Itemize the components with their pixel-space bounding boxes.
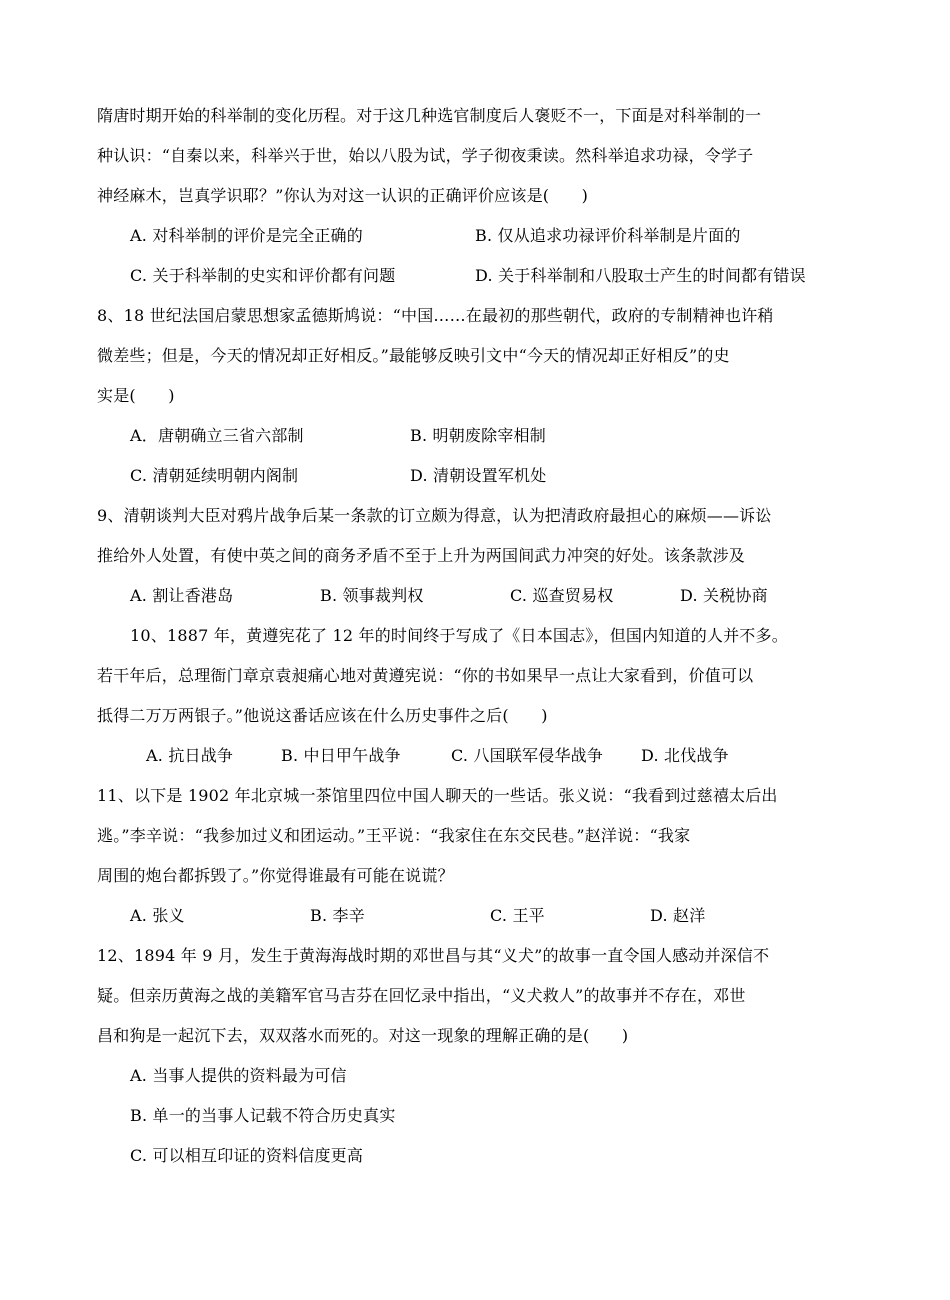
- q8-option-d: D. 清朝设置军机处: [410, 466, 547, 485]
- q10-option-b: B. 中日甲午战争: [281, 746, 401, 765]
- q11-line-2: 逃。”李辛说：“我参加过义和团运动。”王平说：“我家住在东交民巷。”赵洋说：“我家: [97, 826, 691, 845]
- q7-line-3: 神经麻木，岂真学识耶？”你认为对这一认识的正确评价应该是( ): [97, 186, 589, 205]
- q8-options-row-1: [97, 416, 867, 456]
- q11-option-d: D. 赵洋: [650, 906, 706, 925]
- q7-options-row-1: [97, 216, 867, 256]
- q11-options-row: [97, 896, 867, 936]
- q10-line-1: 10、1887 年，黄遵宪花了 12 年的时间终于写成了《日本国志》，但国内知道的人并不多。: [130, 626, 788, 645]
- q10-line-3: 抵得二万万两银子。”他说这番话应该在什么历史事件之后( ): [97, 706, 548, 725]
- q9-option-a: A. 割让香港岛: [130, 586, 234, 605]
- q8-option-b: B. 明朝废除宰相制: [410, 426, 546, 445]
- q8-line-1: 8、18 世纪法国启蒙思想家孟德斯鸠说：“中国……在最初的那些朝代，政府的专制精神也许稍: [97, 306, 774, 325]
- q10-option-c: C. 八国联军侵华战争: [451, 746, 604, 765]
- q11-option-c: C. 王平: [490, 906, 545, 925]
- q7-option-d: D. 关于科举制和八股取士产生的时间都有错误: [475, 266, 806, 285]
- q8-line-3: 实是( ): [97, 386, 175, 405]
- q11-line-3: 周围的炮台都拆毁了。”你觉得谁最有可能在说谎？: [97, 866, 454, 885]
- q12-line-3: 昌和狗是一起沉下去，双双落水而死的。对这一现象的理解正确的是( ): [97, 1026, 629, 1045]
- q7-option-b: B. 仅从追求功禄评价科举制是片面的: [475, 226, 741, 245]
- q12-line-1: 12、1894 年 9 月，发生于黄海海战时期的邓世昌与其“义犬”的故事一直令国人感动并深信不: [97, 946, 770, 965]
- q7-line-2: 种认识：“自秦以来，科举兴于世，始以八股为试，学子彻夜秉读。然科举追求功禄，令学子: [97, 146, 754, 165]
- q9-options-row: [97, 576, 867, 616]
- q9-line-2: 推给外人处置，有使中英之间的商务矛盾不至于上升为两国间武力冲突的好处。该条款涉及: [97, 546, 746, 565]
- q7-option-a: A. 对科举制的评价是完全正确的: [130, 226, 363, 245]
- q11-line-1: 11、以下是 1902 年北京城一茶馆里四位中国人聊天的一些话。张义说：“我看到过慈禧太后出: [97, 786, 778, 805]
- q12-option-b: B. 单一的当事人记载不符合历史真实: [130, 1106, 396, 1125]
- q10-line-2: 若干年后，总理衙门章京袁昶痛心地对黄遵宪说：“你的书如果早一点让大家看到，价值可以: [97, 666, 754, 685]
- q10-options-row: [97, 736, 867, 776]
- q9-line-1: 9、清朝谈判大臣对鸦片战争后某一条款的订立颇为得意，认为把清政府最担心的麻烦——诉讼: [97, 506, 772, 525]
- q11-option-a: A. 张义: [130, 906, 185, 925]
- q8-options-row-2: [97, 456, 867, 496]
- exam-document: [97, 96, 867, 1176]
- q7-options-row-2: [97, 256, 867, 296]
- q8-option-c: C. 清朝延续明朝内阁制: [130, 466, 299, 485]
- q9-option-c: C. 巡查贸易权: [510, 586, 614, 605]
- q11-option-b: B. 李辛: [310, 906, 365, 925]
- q8-line-2: 微差些；但是，今天的情况却正好相反。”最能够反映引文中“今天的情况却正好相反”的史: [97, 346, 730, 365]
- q12-option-a: A. 当事人提供的资料最为可信: [130, 1066, 347, 1085]
- q8-option-a: A．唐朝确立三省六部制: [130, 426, 304, 445]
- q7-option-c: C. 关于科举制的史实和评价都有问题: [130, 266, 396, 285]
- q12-option-c: C. 可以相互印证的资料信度更高: [130, 1146, 364, 1165]
- q10-option-a: A. 抗日战争: [146, 746, 234, 765]
- q9-option-b: B. 领事裁判权: [320, 586, 424, 605]
- q12-line-2: 疑。但亲历黄海之战的美籍军官马吉芬在回忆录中指出，“义犬救人”的故事并不存在，邓世: [97, 986, 746, 1005]
- q7-line-1: 隋唐时期开始的科举制的变化历程。对于这几种选官制度后人褒贬不一，下面是对科举制的一: [97, 106, 762, 125]
- q9-option-d: D. 关税协商: [680, 586, 768, 605]
- q10-option-d: D. 北伐战争: [641, 746, 729, 765]
